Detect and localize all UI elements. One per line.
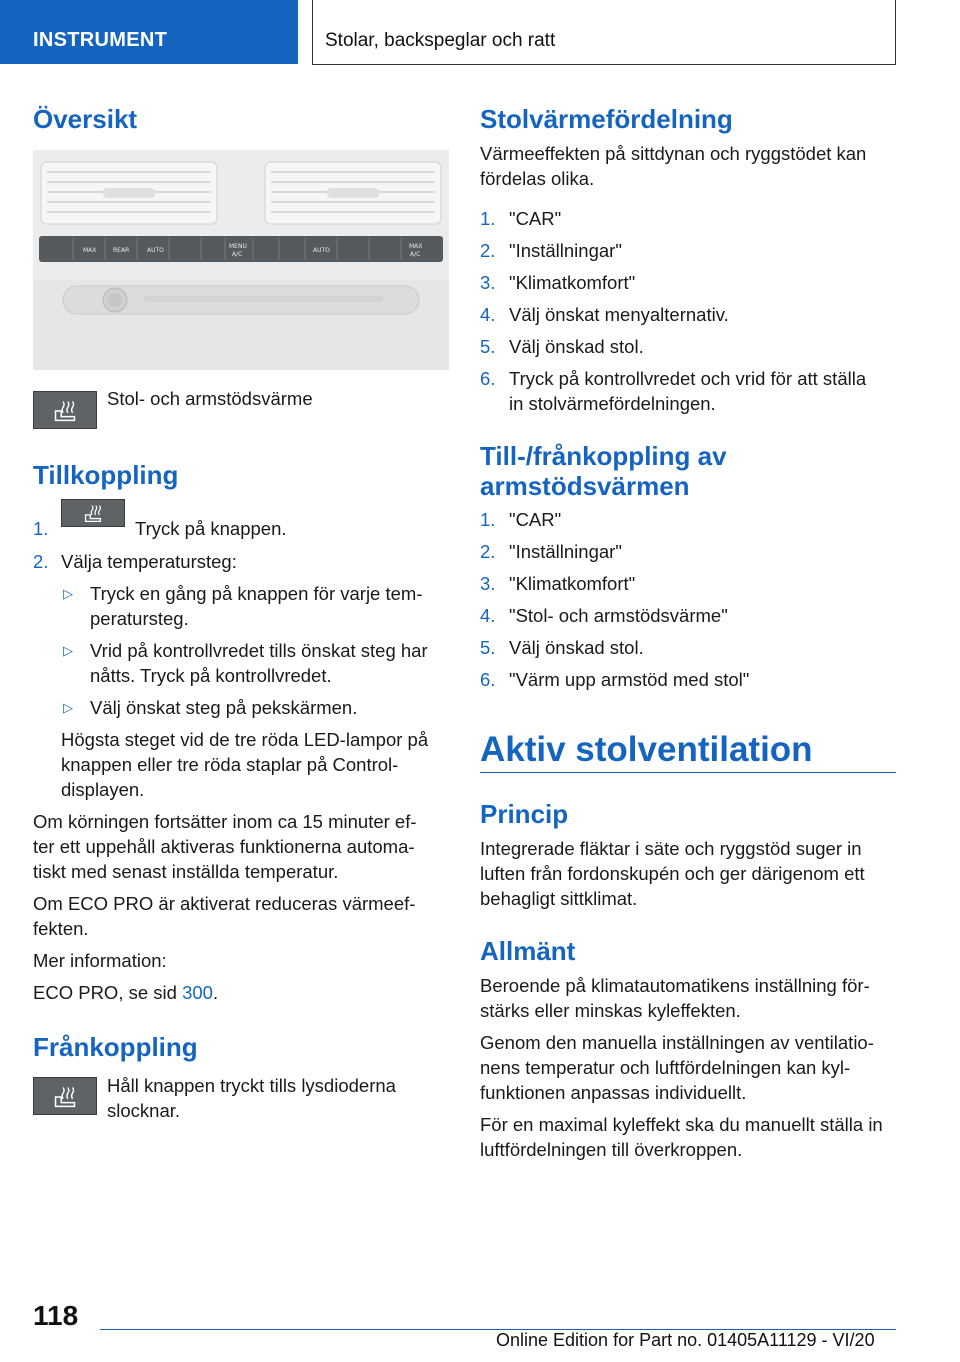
page-number: 118 (33, 1300, 79, 1331)
bullet-line: peratursteg. (90, 608, 189, 629)
edition-note: Online Edition for Part no. 01405A11129 - VI/20 (496, 1330, 875, 1350)
body-line: knappen eller tre röda staplar på Control- (61, 754, 399, 775)
eco-pro-reference (33, 980, 218, 1005)
armrest-heating-heading-line2: armstödsvärmen (480, 471, 690, 501)
step-text: Välja temperatursteg: (61, 551, 237, 572)
climate-panel-illustration (33, 150, 449, 370)
step-number: 1. (480, 208, 496, 229)
svg-text:A/C: A/C (410, 251, 421, 258)
step-text: "CAR" (509, 208, 562, 229)
step-text: "Inställningar" (509, 240, 622, 261)
step-number: 6. (480, 368, 496, 389)
seat-heating-button-icon (33, 391, 97, 429)
step-number: 5. (480, 336, 496, 357)
svg-text:MENU: MENU (229, 243, 247, 250)
seat-heat-distribution-heading: Stolvärmefördelning (480, 104, 733, 134)
body-line: luftfördelningen till överkroppen. (480, 1139, 743, 1160)
step-text: Tryck på kontrollvredet och vrid för att ställa (509, 368, 867, 389)
body-line: Genom den manuella inställningen av ventilatio- (480, 1032, 874, 1053)
step-text: "Klimatkomfort" (509, 573, 636, 594)
step-text: "Värm upp armstöd med stol" (509, 669, 750, 690)
seat-heating-icon (34, 1078, 96, 1114)
step-number: 3. (480, 573, 496, 594)
eco-ref-suffix: . (212, 982, 219, 1003)
step-text: "Stol- och armstödsvärme" (509, 605, 728, 626)
bullet-line: Tryck en gång på knappen för varje tem- (90, 583, 423, 604)
bullet-triangle-icon: ▷ (63, 586, 73, 601)
step-text: Välj önskad stol. (509, 637, 644, 658)
body-line: funktionen anpassas individuellt. (480, 1082, 747, 1103)
step-number: 2. (33, 551, 49, 572)
bullet-line: nåtts. Tryck på kontrollvredet. (90, 665, 332, 686)
body-line: För en maximal kyleffekt ska du manuellt ställa in (480, 1114, 883, 1135)
step-text: "Inställningar" (509, 541, 622, 562)
topic-box (312, 0, 896, 65)
step-number: 2. (480, 541, 496, 562)
active-seat-ventilation-heading: Aktiv stolventilation (480, 730, 813, 769)
svg-text:MAX: MAX (83, 247, 97, 254)
frankoppling-heading: Frånkoppling (33, 1032, 198, 1062)
topic-title: Stolar, backspeglar och ratt (325, 30, 556, 51)
section-title: INSTRUMENT (33, 29, 168, 51)
step-text: "CAR" (509, 509, 562, 530)
step-text: in stolvärmefördelningen. (509, 393, 716, 414)
step-text: Välj önskad stol. (509, 336, 644, 357)
bullet-line: Vrid på kontrollvredet tills önskat steg har (90, 640, 428, 661)
step-number: 5. (480, 637, 496, 658)
step-number: 6. (480, 669, 496, 690)
body-line: luften från fordonskupén och ger därigenom ett (480, 863, 865, 884)
allmant-heading: Allmänt (480, 936, 576, 966)
body-line: Integrerade fläktar i säte och ryggstöd suger in (480, 838, 862, 859)
step-number: 1. (480, 509, 496, 530)
body-line: nens temperatur och luftfördelningen kan kyl- (480, 1057, 851, 1078)
icon-caption: Stol- och armstödsvärme (107, 388, 313, 409)
body-line: displayen. (61, 779, 145, 800)
tillkoppling-heading: Tillkoppling (33, 460, 179, 490)
climate-panel-photo (33, 150, 449, 370)
body-line: tiskt med senast inställda temperatur. (33, 861, 339, 882)
step-number: 4. (480, 304, 496, 325)
svg-text:AUTO: AUTO (147, 247, 164, 254)
body-line: Högsta steget vid de tre röda LED-lampor på (61, 729, 429, 750)
page-link-300[interactable]: 300 (182, 982, 213, 1003)
body-line: Om körningen fortsätter inom ca 15 minuter ef- (33, 811, 417, 832)
section-tab (0, 0, 298, 64)
step-text: "Klimatkomfort" (509, 272, 636, 293)
bullet-triangle-icon: ▷ (63, 643, 73, 658)
seat-heating-inline-icon (61, 499, 125, 527)
body-line: Håll knappen tryckt tills lysdioderna (107, 1075, 396, 1096)
step-number: 2. (480, 240, 496, 261)
svg-text:MAX: MAX (409, 243, 423, 250)
svg-text:AUTO: AUTO (313, 247, 330, 254)
body-line: stärks eller minskas kyleffekten. (480, 1000, 741, 1021)
body-line: ter ett uppehåll aktiveras funktionerna automa- (33, 836, 415, 857)
body-line: Om ECO PRO är aktiverat reduceras värmeef- (33, 893, 416, 914)
step-text: Tryck på knappen. (135, 518, 287, 539)
seat-heating-icon (62, 500, 124, 526)
seat-heating-icon (34, 392, 96, 428)
body-line: Värmeeffekten på sittdynan och ryggstödet kan (480, 143, 867, 164)
body-line: behagligt sittklimat. (480, 888, 638, 909)
bullet-triangle-icon: ▷ (63, 700, 73, 715)
body-line: fördelas olika. (480, 168, 595, 189)
svg-text:REAR: REAR (113, 247, 130, 254)
heading-rule (480, 772, 896, 773)
armrest-heating-heading: Till-/frånkoppling av (480, 441, 727, 471)
svg-text:A/C: A/C (232, 251, 243, 258)
eco-ref-prefix: ECO PRO, se sid (33, 982, 183, 1003)
body-line: fekten. (33, 918, 89, 939)
overview-heading: Översikt (33, 104, 138, 134)
step-number: 1. (33, 518, 49, 539)
body-line: Beroende på klimatautomatikens inställning för- (480, 975, 870, 996)
seat-heating-button-icon (33, 1077, 97, 1115)
step-number: 3. (480, 272, 496, 293)
step-text: Välj önskat menyalternativ. (509, 304, 729, 325)
bullet-line: Välj önskat steg på pekskärmen. (90, 697, 358, 718)
more-info-label: Mer information: (33, 950, 167, 971)
princip-heading: Princip (480, 799, 569, 829)
step-number: 4. (480, 605, 496, 626)
body-line: slocknar. (107, 1100, 181, 1121)
